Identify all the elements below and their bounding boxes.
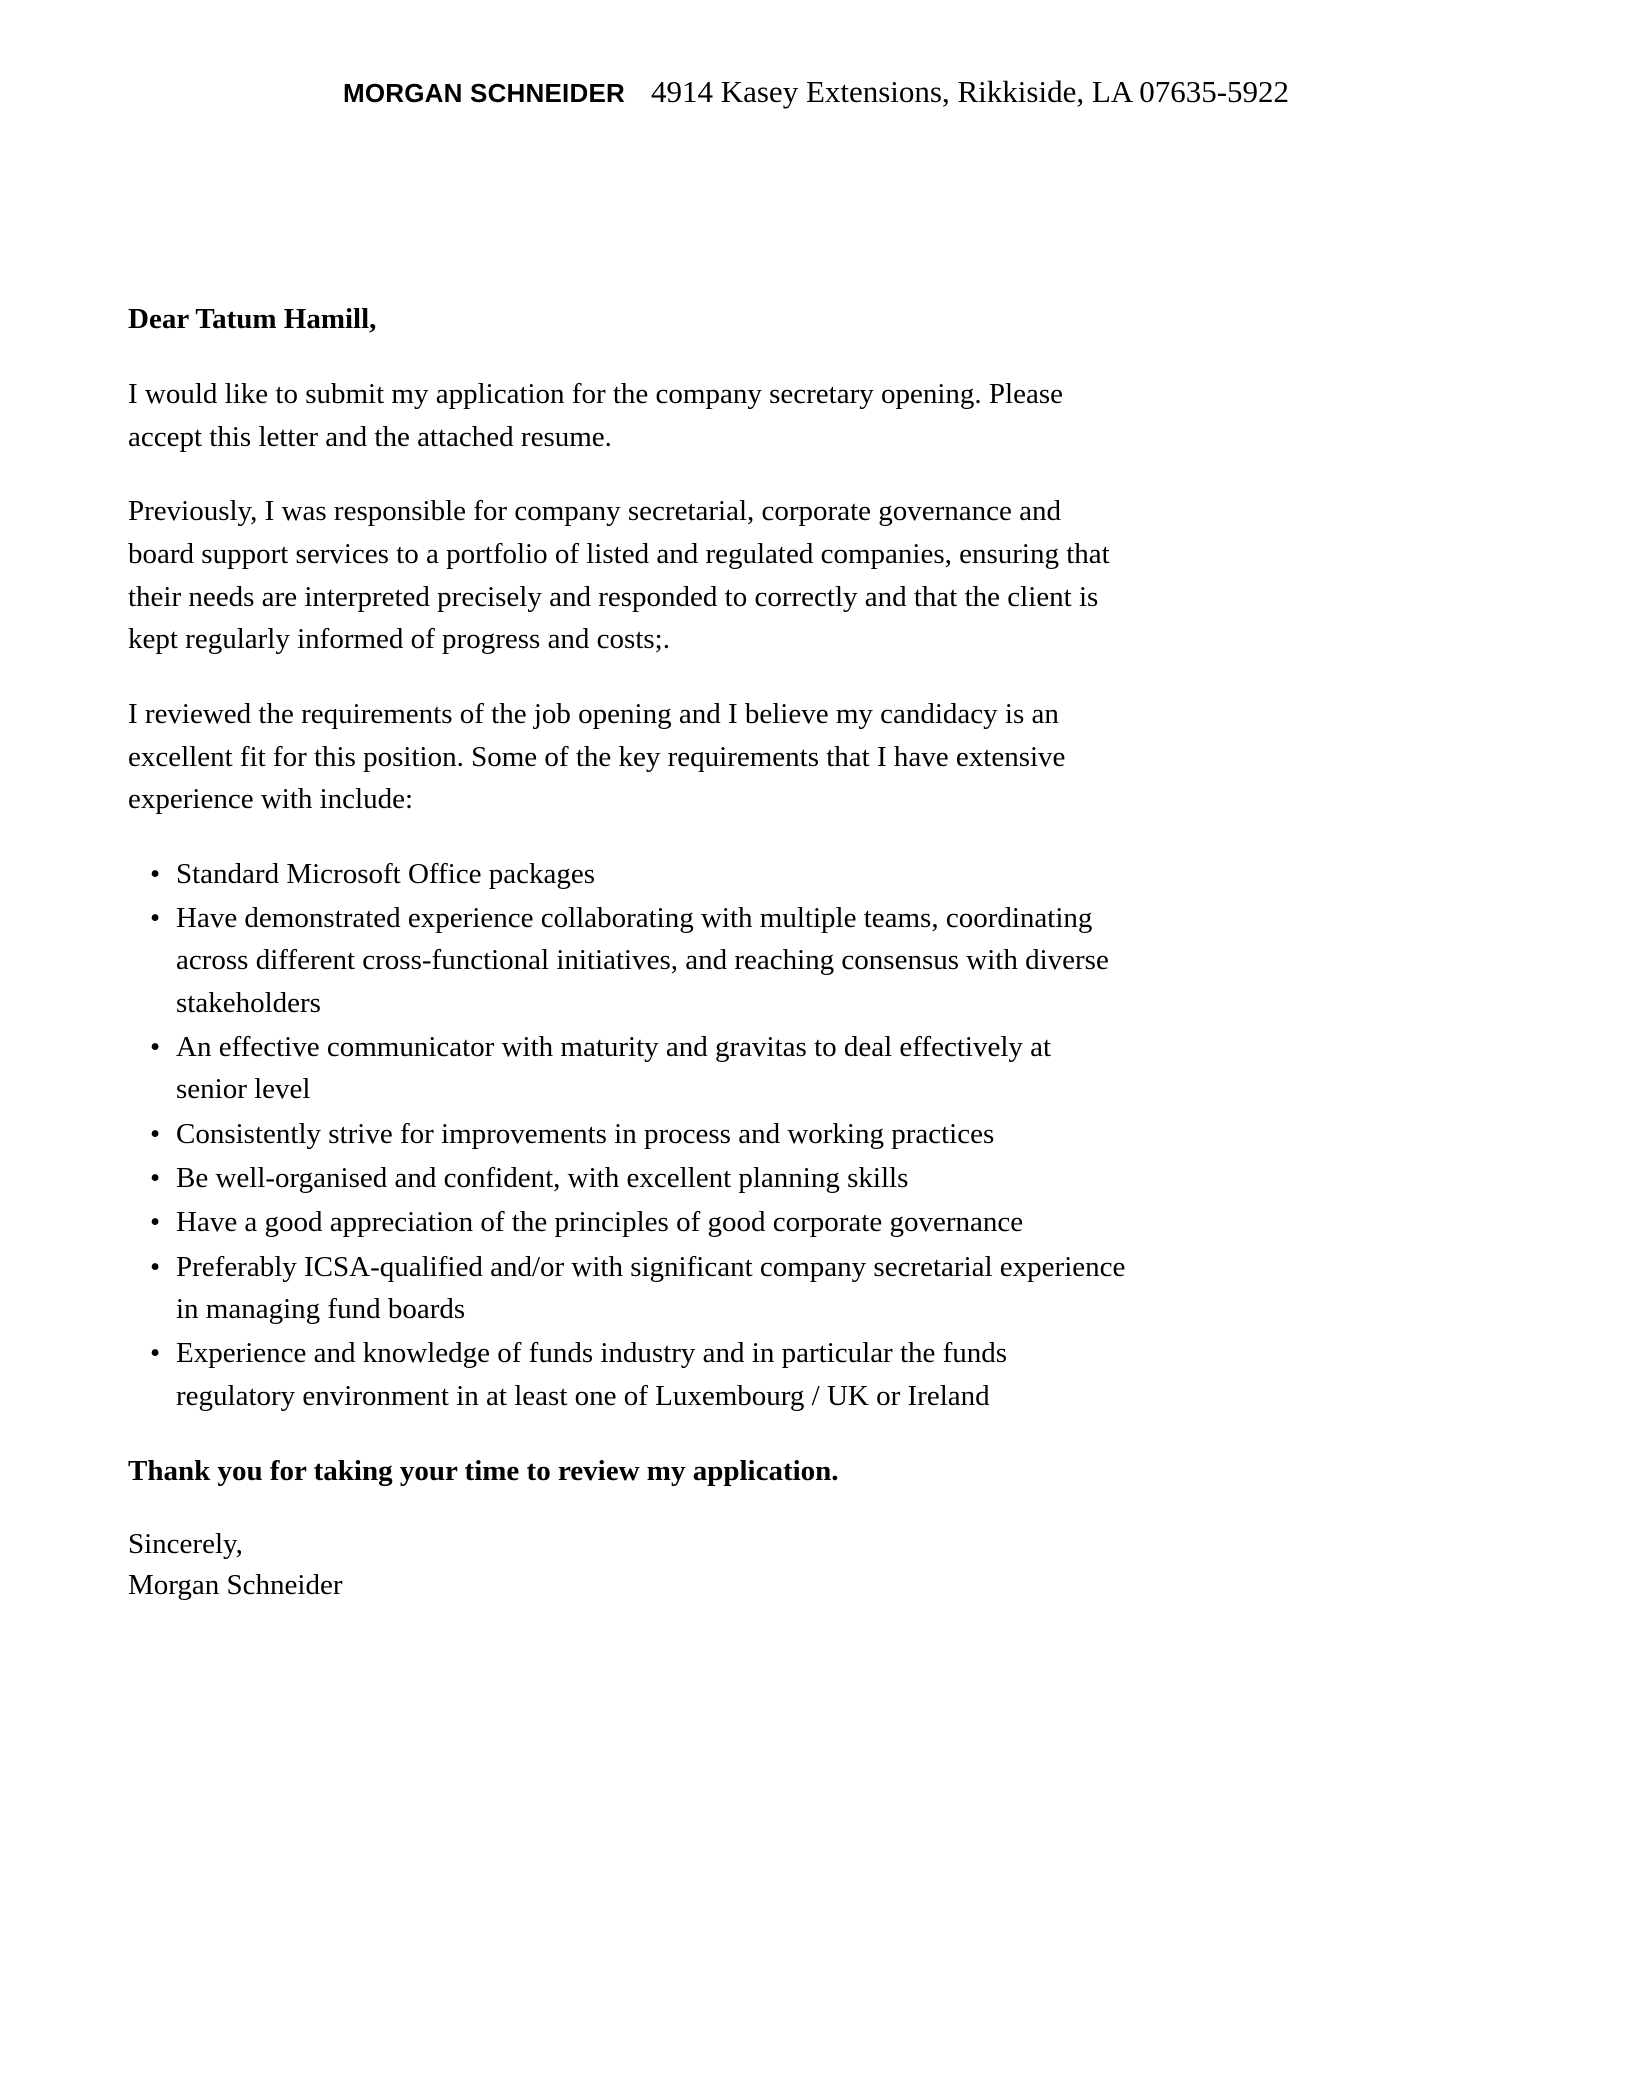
paragraph-intro: I would like to submit my application for the company secretary opening. Please accept this letter and the attached resume. [128, 378, 1064, 453]
list-item [128, 1246, 1128, 1331]
list-item [128, 897, 1128, 1024]
list-item-text: Have a good appreciation of the principles of good corporate governance [176, 1206, 1024, 1239]
list-item-text: Consistently strive for improvements in process and working practices [176, 1117, 995, 1150]
bullet-icon: • [150, 1117, 161, 1150]
list-item-text: An effective communicator with maturity and gravitas to deal effectively at senior level [176, 1031, 1052, 1106]
list-item [128, 1157, 1128, 1199]
sign-off: Sincerely, [128, 1527, 243, 1560]
list-item-text: Standard Microsoft Office packages [176, 857, 596, 890]
list-item [128, 853, 1128, 895]
list-item-text: Be well-organised and confident, with excellent planning skills [176, 1162, 909, 1195]
salutation: Dear Tatum Hamill, [128, 303, 377, 335]
letterhead [0, 76, 1632, 107]
requirements-list [128, 853, 1128, 1417]
bullet-icon: • [150, 1162, 161, 1195]
list-item [128, 1332, 1128, 1417]
letterhead-address: 4914 Kasey Extensions, Rikkiside, LA 07635-5922 [650, 74, 1290, 109]
list-item [128, 1201, 1128, 1243]
signature-name: Morgan Schneider [128, 1568, 343, 1601]
bullet-icon: • [150, 857, 161, 890]
letter-body [128, 300, 1128, 1606]
list-item [128, 1026, 1128, 1111]
paragraph-experience: Previously, I was responsible for company secretarial, corporate governance and board support services to a portfolio of listed and regulated companies, ensuring that their needs are interpreted precisely and responded to correctly and that the client is kept regularly informed of progress and costs;. [128, 495, 1110, 656]
bullet-icon: • [150, 1206, 161, 1239]
list-item-text: Preferably ICSA-qualified and/or with significant company secretarial experience in managing fund boards [176, 1250, 1126, 1326]
thank-you-line: Thank you for taking your time to review my application. [128, 1455, 839, 1488]
letterhead-name: MORGAN SCHNEIDER [342, 78, 625, 108]
bullet-icon: • [150, 1250, 161, 1283]
list-item-text: Have demonstrated experience collaborating with multiple teams, coordinating across different cross-functional initiatives, and reaching consensus with diverse stakeholders [176, 902, 1109, 1019]
paragraph-requirements-intro: I reviewed the requirements of the job opening and I believe my candidacy is an excellent fit for this position. Some of the key requirements that I have extensive experience with include: [128, 697, 1066, 816]
bullet-icon: • [150, 1337, 161, 1370]
bullet-icon: • [150, 902, 161, 935]
bullet-icon: • [150, 1031, 161, 1064]
list-item-text: Experience and knowledge of funds industry and in particular the funds regulatory environment in at least one of Luxembourg / UK or Ireland [176, 1337, 1008, 1412]
list-item [128, 1113, 1128, 1155]
signature-block [128, 1524, 1128, 1606]
